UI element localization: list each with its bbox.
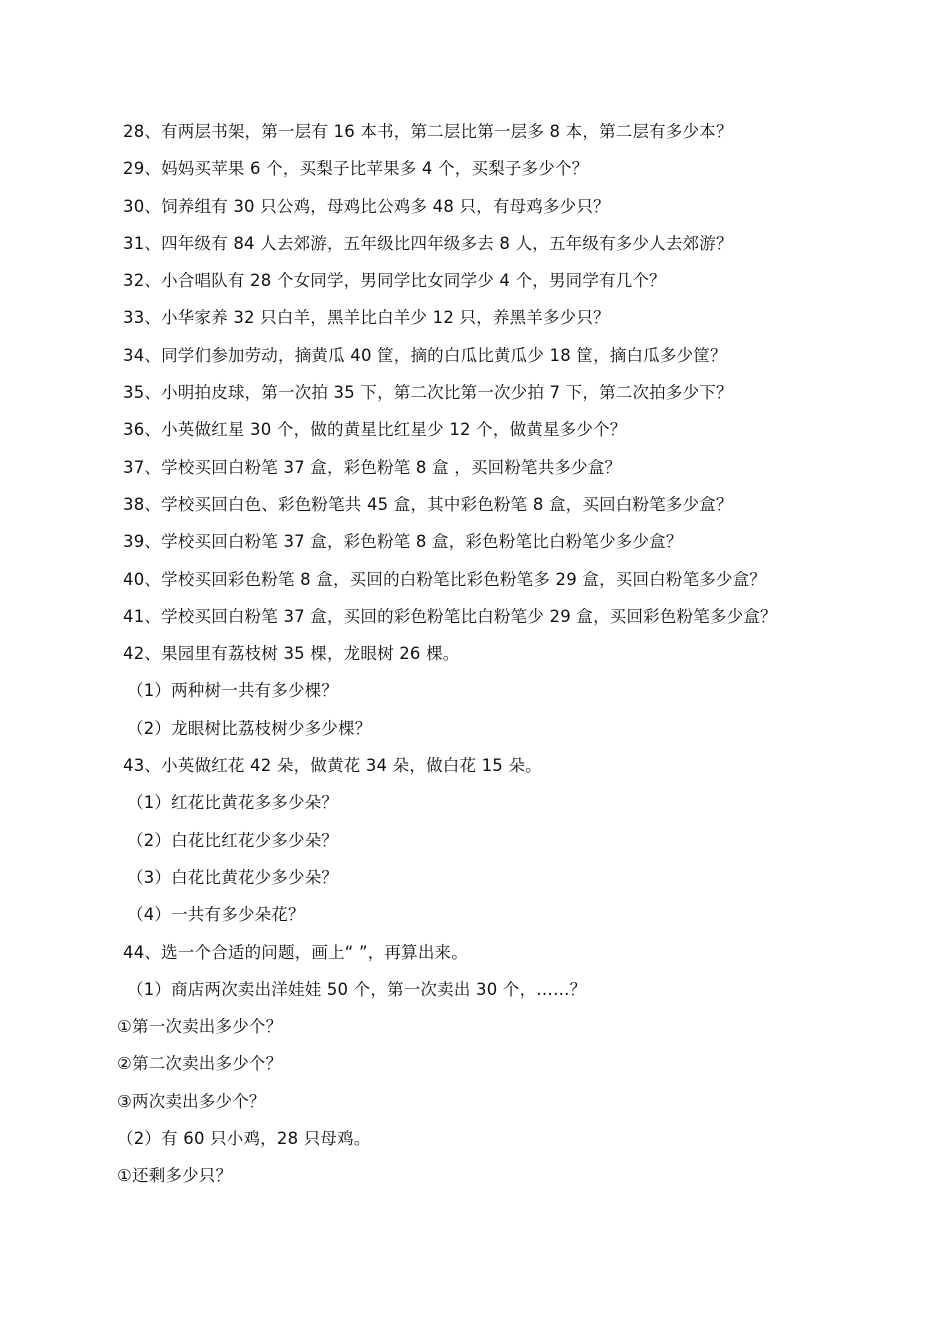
problem-44-part-1: （1）商店两次卖出洋娃娃 50 个，第一次卖出 30 个，……？ [127, 979, 587, 999]
problem-list [0, 113, 950, 1195]
problem-30: 30、饲养组有 30 只公鸡，母鸡比公鸡多 48 只，有母鸡多少只？ [123, 196, 610, 216]
problem-40: 40、学校买回彩色粉笔 8 盒，买回的白粉笔比彩色粉笔多 29 盒，买回白粉笔多少盒？ [123, 569, 767, 589]
problem-44-option-2: ②第二次卖出多少个？ [117, 1054, 283, 1074]
problem-36: 36、小英做红星 30 个，做的黄星比红星少 12 个，做黄星多少个？ [123, 420, 627, 440]
problem-43: 43、小英做红花 42 朵，做黄花 34 朵，做白花 15 朵。 [123, 756, 542, 776]
problem-44-part-2: （2）有 60 只小鸡，28 只母鸡。 [117, 1129, 371, 1149]
problem-44: 44、选一个合适的问题，画上“ ”，再算出来。 [123, 942, 468, 962]
problem-28: 28、有两层书架，第一层有 16 本书，第二层比第一层多 8 本，第二层有多少本？ [123, 122, 733, 141]
problem-41: 41、学校买回白粉笔 37 盒，买回的彩色粉笔比白粉笔少 29 盒，买回彩色粉笔多少盒？ [123, 606, 777, 626]
problem-44-part-2-option-1: ①还剩多少只？ [117, 1166, 233, 1186]
problem-35: 35、小明拍皮球，第一次拍 35 下，第二次比第一次少拍 7 下，第二次拍多少下？ [123, 383, 733, 403]
problem-38: 38、学校买回白色、彩色粉笔共 45 盒，其中彩色粉笔 8 盒，买回白粉笔多少盒？ [123, 494, 733, 514]
problem-39: 39、学校买回白粉笔 37 盒，彩色粉笔 8 盒，彩色粉笔比白粉笔少多少盒？ [123, 532, 683, 552]
problem-43-sub-2: （2）白花比红花少多少朵？ [127, 830, 339, 850]
problem-43-sub-1: （1）红花比黄花多多少朵？ [127, 793, 339, 813]
problem-43-sub-3: （3）白花比黄花少多少朵？ [127, 867, 339, 887]
problem-37: 37、学校买回白粉笔 37 盒，彩色粉笔 8 盒 ，买回粉笔共多少盒？ [123, 457, 622, 477]
problem-33: 33、小华家养 32 只白羊，黑羊比白羊少 12 只，养黑羊多少只？ [123, 308, 610, 328]
problem-44-option-3: ③两次卖出多少个？ [117, 1091, 266, 1111]
problem-44-option-1: ①第一次卖出多少个？ [117, 1017, 283, 1037]
problem-31: 31、四年级有 84 人去郊游，五年级比四年级多去 8 人，五年级有多少人去郊游？ [123, 233, 733, 253]
problem-42-sub-2: （2）龙眼树比荔枝树少多少棵？ [127, 718, 372, 738]
problem-42: 42、果园里有荔枝树 35 棵，龙眼树 26 棵。 [123, 644, 460, 664]
problem-43-sub-4: （4）一共有多少朵花？ [127, 905, 305, 925]
problem-34: 34、同学们参加劳动，摘黄瓜 40 筐，摘的白瓜比黄瓜少 18 筐，摘白瓜多少筐？ [123, 345, 727, 365]
problem-32: 32、小合唱队有 28 个女同学，男同学比女同学少 4 个，男同学有几个？ [123, 271, 666, 291]
problem-42-sub-1: （1）两种树一共有多少棵？ [127, 681, 339, 701]
problem-29: 29、妈妈买苹果 6 个，买梨子比苹果多 4 个，买梨子多少个？ [123, 159, 589, 179]
